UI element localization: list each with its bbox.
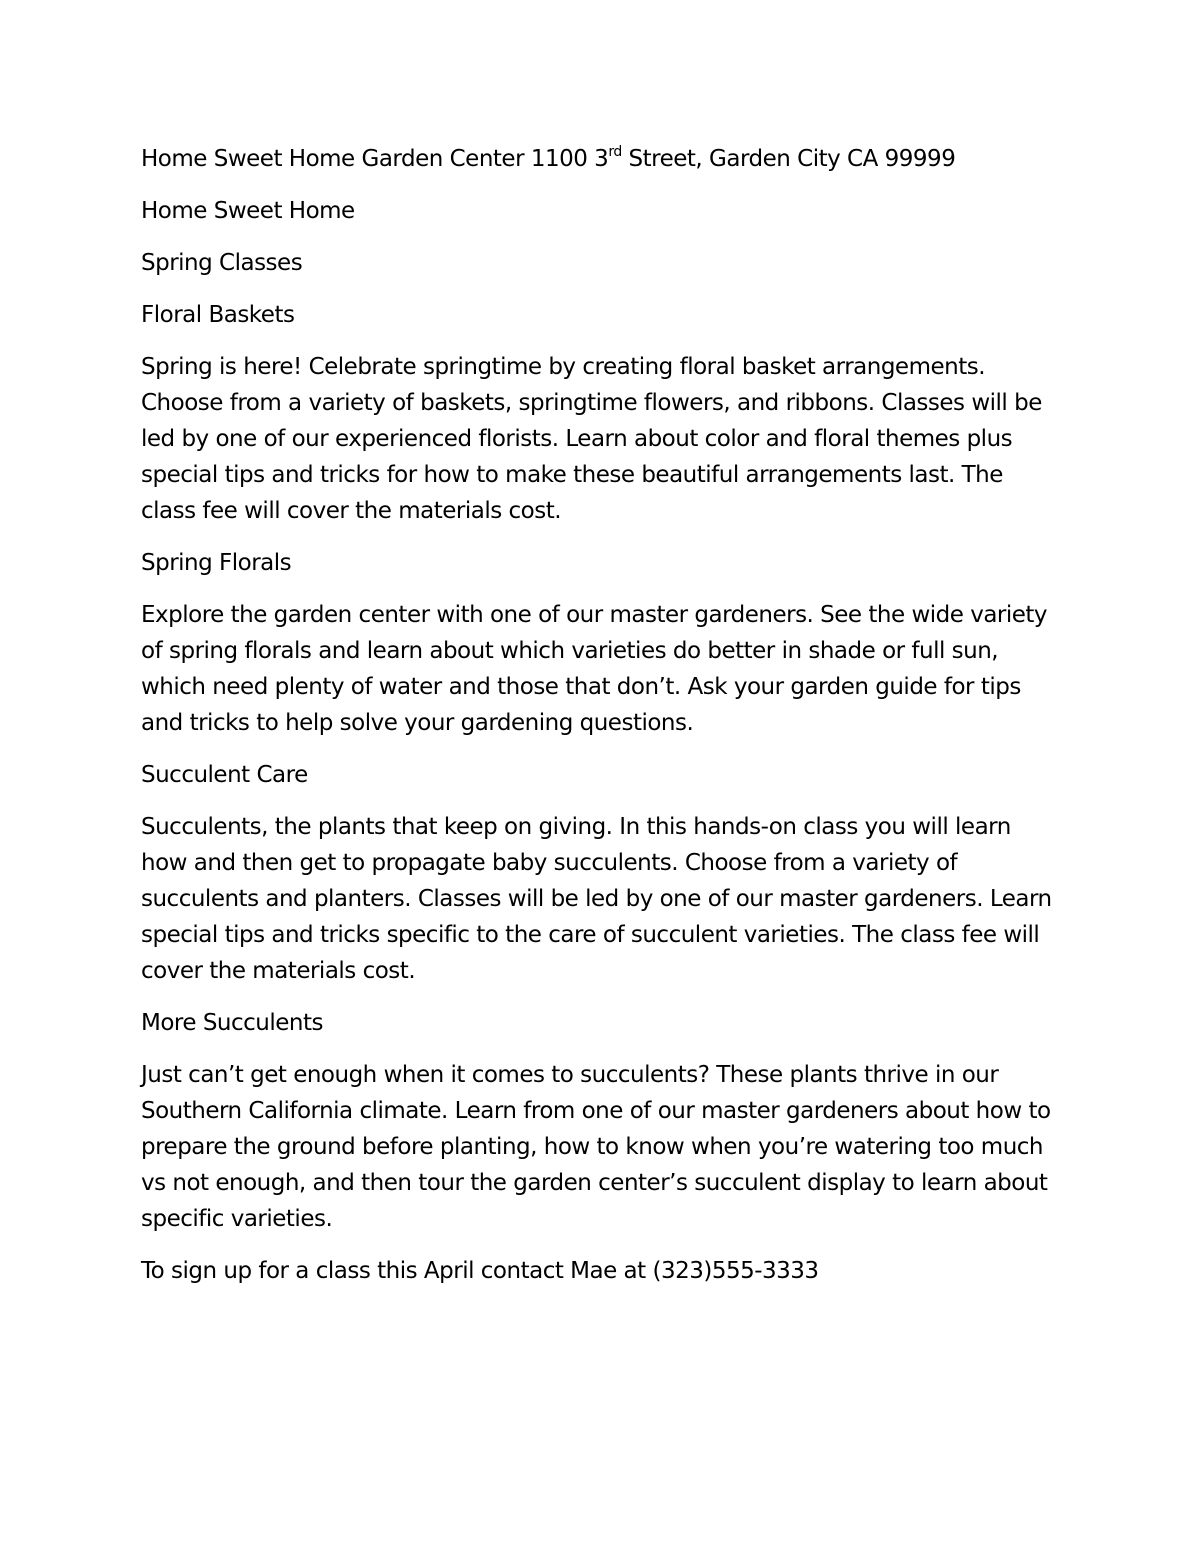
section-body-spring-florals: Explore the garden center with one of our master gardeners. See the wide variety of spring florals and learn about which varieties do better in shade or full sun, which need plenty of water and those that don’t. Ask your garden guide for tips and tricks to help solve your gardening questions. (141, 602, 1048, 736)
address-text: Home Sweet Home Garden Center 1100 3 (141, 146, 609, 172)
closing-contact: To sign up for a class this April contact Mae at (323)555-3333 (141, 1258, 819, 1284)
section-body-succulent-care: Succulents, the plants that keep on giving. In this hands-on class you will learn how and then get to propagate baby succulents. Choose from a variety of succulents and planters. Classes will be led by one of our master gardeners. Learn special tips and tricks specific to the care of succulent varieties. The class fee will cover the materials cost. (141, 814, 1052, 984)
ordinal-suffix: rd (608, 144, 622, 161)
document-title: Spring Classes (141, 250, 303, 276)
section-heading-floral-baskets: Floral Baskets (141, 302, 295, 328)
address-line (141, 141, 1061, 177)
section-heading-more-succulents: More Succulents (141, 1010, 323, 1036)
section-heading-spring-florals: Spring Florals (141, 550, 292, 576)
section-heading-succulent-care: Succulent Care (141, 762, 308, 788)
section-body-more-succulents: Just can’t get enough when it comes to succulents? These plants thrive in our Southern California climate. Learn from one of our master gardeners about how to prepare the ground before planting, how to know when you’re watering too much vs not enough, and then tour the garden center’s succulent display to learn about specific varieties. (141, 1062, 1051, 1232)
document-body (141, 141, 1061, 1305)
address-text-rest: Street, Garden City CA 99999 (621, 146, 956, 172)
section-body-floral-baskets: Spring is here! Celebrate springtime by creating floral basket arrangements. Choose from a variety of baskets, springtime flowers, and ribbons. Classes will be led by one of our experienced florists. Learn about color and floral themes plus special tips and tricks for how to make these beautiful arrangements last. The class fee will cover the materials cost. (141, 354, 1042, 524)
business-name: Home Sweet Home (141, 198, 355, 224)
